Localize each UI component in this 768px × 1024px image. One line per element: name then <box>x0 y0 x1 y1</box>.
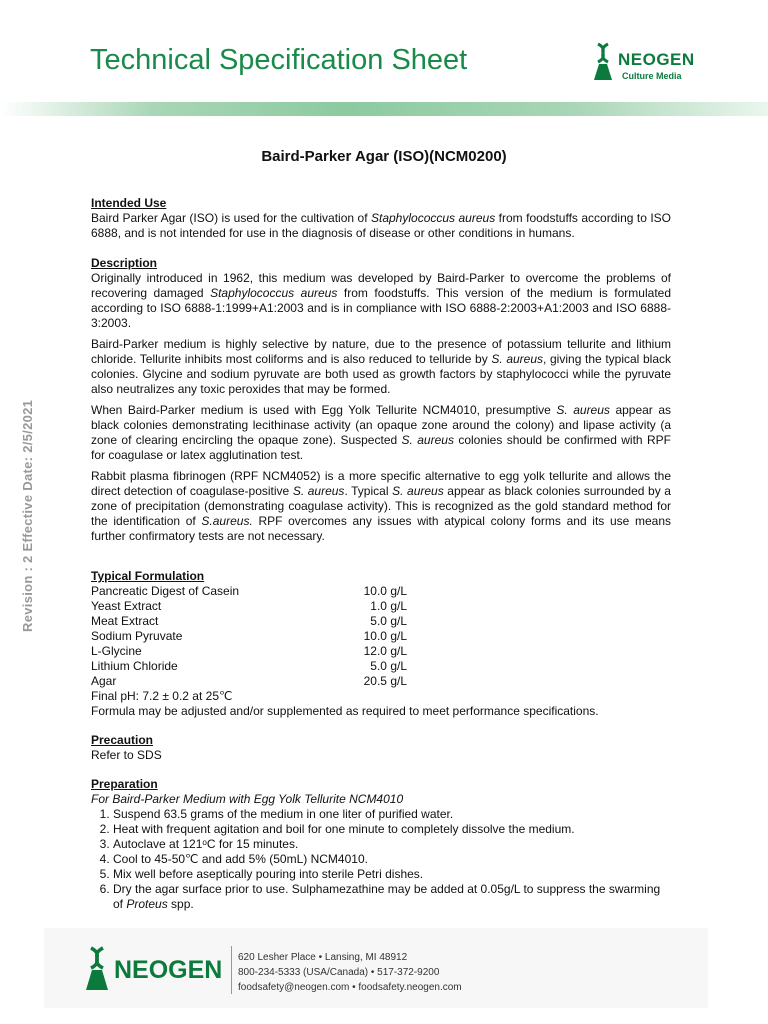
section-heading: Typical Formulation <box>91 569 205 583</box>
logo-brand: NEOGEN <box>618 50 695 69</box>
list-item: 2. Heat with frequent agitation and boil for one minute to completely dissolve the medium. <box>113 822 671 837</box>
ph-line: Final pH: 7.2 ± 0.2 at 25℃ <box>91 689 233 703</box>
paragraph: Rabbit plasma fibrinogen (RPF NCM4052) is a more specific alternative to egg yolk tellurite and allows the direct detection of coagulase-positive S. aureus. Typical S. aureus appear as black colonies surrounded by a zone of precipitation (demonstrating coagulase activity). This is recognized as the gold standard method for the identification of S.aureus. RPF overcomes any issues with atypical colony forms and its use means further confirmatory tests are not necessary. <box>91 469 671 543</box>
footer-address: 620 Lesher Place • Lansing, MI 48912 <box>238 952 408 963</box>
neogen-logo <box>592 42 712 86</box>
logo-subtitle: Culture Media <box>622 71 682 81</box>
list-item: 5. Mix well before aseptically pouring into sterile Petri dishes. <box>113 867 671 882</box>
formulation-row: Agar 20.5 g/L <box>91 674 407 688</box>
formulation-row: L-Glycine 12.0 g/L <box>91 644 407 658</box>
formulation-row: Sodium Pyruvate 10.0 g/L <box>91 629 407 643</box>
dna-flask-icon <box>592 42 616 86</box>
formulation-row: Lithium Chloride 5.0 g/L <box>91 659 407 673</box>
paragraph: When Baird-Parker medium is used with Egg Yolk Tellurite NCM4010, presumptive S. aureus appear as black colonies demonstrating lecithinase activity (an opaque zone around the colony) and lipase activity (a zone of clearing encircling the opaque zone). Suspected S. aureus colonies should be confirmed with RPF for coagulase or latex agglutination test. <box>91 403 671 462</box>
footer-brand: NEOGEN <box>114 956 223 984</box>
formulation-section <box>91 569 671 719</box>
revision-label: Revision : 2 Effective Date: 2/5/2021 <box>20 399 35 632</box>
list-item: 3. Autoclave at 121ᵒC for 15 minutes. <box>113 837 671 852</box>
paragraph: Originally introduced in 1962, this medium was developed by Baird-Parker to overcome the problems of recovering damaged Staphylococcus aureus from foodstuffs. This version of the medium is formulated according to ISO 6888-1:1999+A1:2003 and is in compliance with ISO 6888-2:2003+A1:2003 and ISO 6888-3:2003. <box>91 271 671 330</box>
precaution-section <box>91 733 671 763</box>
list-item: 4. Cool to 45-50℃ and add 5% (50mL) NCM4010. <box>113 852 671 867</box>
list-item: 6. Dry the agar surface prior to use. Sulphamezathine may be added at 0.05g/L to suppress the swarming of Proteus spp. <box>113 882 671 912</box>
paragraph: Baird-Parker medium is highly selective by nature, due to the presence of potassium tellurite and lithium chloride. Tellurite inhibits most coliforms and is also reduced to telluride by S. aureus, giving the typical black colonies. Glycine and sodium pyruvate are both used as growth factors by staphylococci while the pyruvate also neutralizes any toxic peroxides that may be formed. <box>91 337 671 396</box>
section-heading: Precaution <box>91 733 154 747</box>
precaution-text: Refer to SDS <box>91 748 162 762</box>
description-section <box>91 256 671 544</box>
preparation-steps <box>91 807 671 912</box>
list-item: 1. Suspend 63.5 grams of the medium in one liter of purified water. <box>113 807 671 822</box>
section-heading: Intended Use <box>91 196 167 210</box>
footer-phone: 800-234-5333 (USA/Canada) • 517-372-9200 <box>238 967 440 978</box>
formulation-row: Pancreatic Digest of Casein 10.0 g/L <box>91 584 407 598</box>
preparation-section <box>91 777 671 912</box>
section-heading: Description <box>91 256 158 270</box>
footer-web: foodsafety@neogen.com • foodsafety.neogen.com <box>238 982 462 993</box>
page-header-title: Technical Specification Sheet <box>90 44 468 76</box>
intended-use-section <box>91 196 671 241</box>
footer-contact <box>238 950 462 995</box>
header-band <box>0 102 768 116</box>
document-title: Baird-Parker Agar (ISO)(NCM0200) <box>261 148 507 165</box>
dna-flask-icon <box>84 946 112 994</box>
formulation-row: Yeast Extract 1.0 g/L <box>91 599 407 613</box>
footer-logo <box>84 946 234 990</box>
paragraph: Baird Parker Agar (ISO) is used for the cultivation of Staphylococcus aureus from foodstuffs according to ISO 6888, and is not intended for use in the diagnosis of disease or other conditions in humans. <box>91 211 671 240</box>
page-footer <box>44 928 708 1008</box>
footer-divider <box>231 946 232 994</box>
formulation-row: Meat Extract 5.0 g/L <box>91 614 407 628</box>
preparation-subtitle: For Baird-Parker Medium with Egg Yolk Tellurite NCM4010 <box>91 792 404 806</box>
section-heading: Preparation <box>91 777 158 791</box>
formulation-note: Formula may be adjusted and/or supplemented as required to meet performance specifications. <box>91 704 599 718</box>
